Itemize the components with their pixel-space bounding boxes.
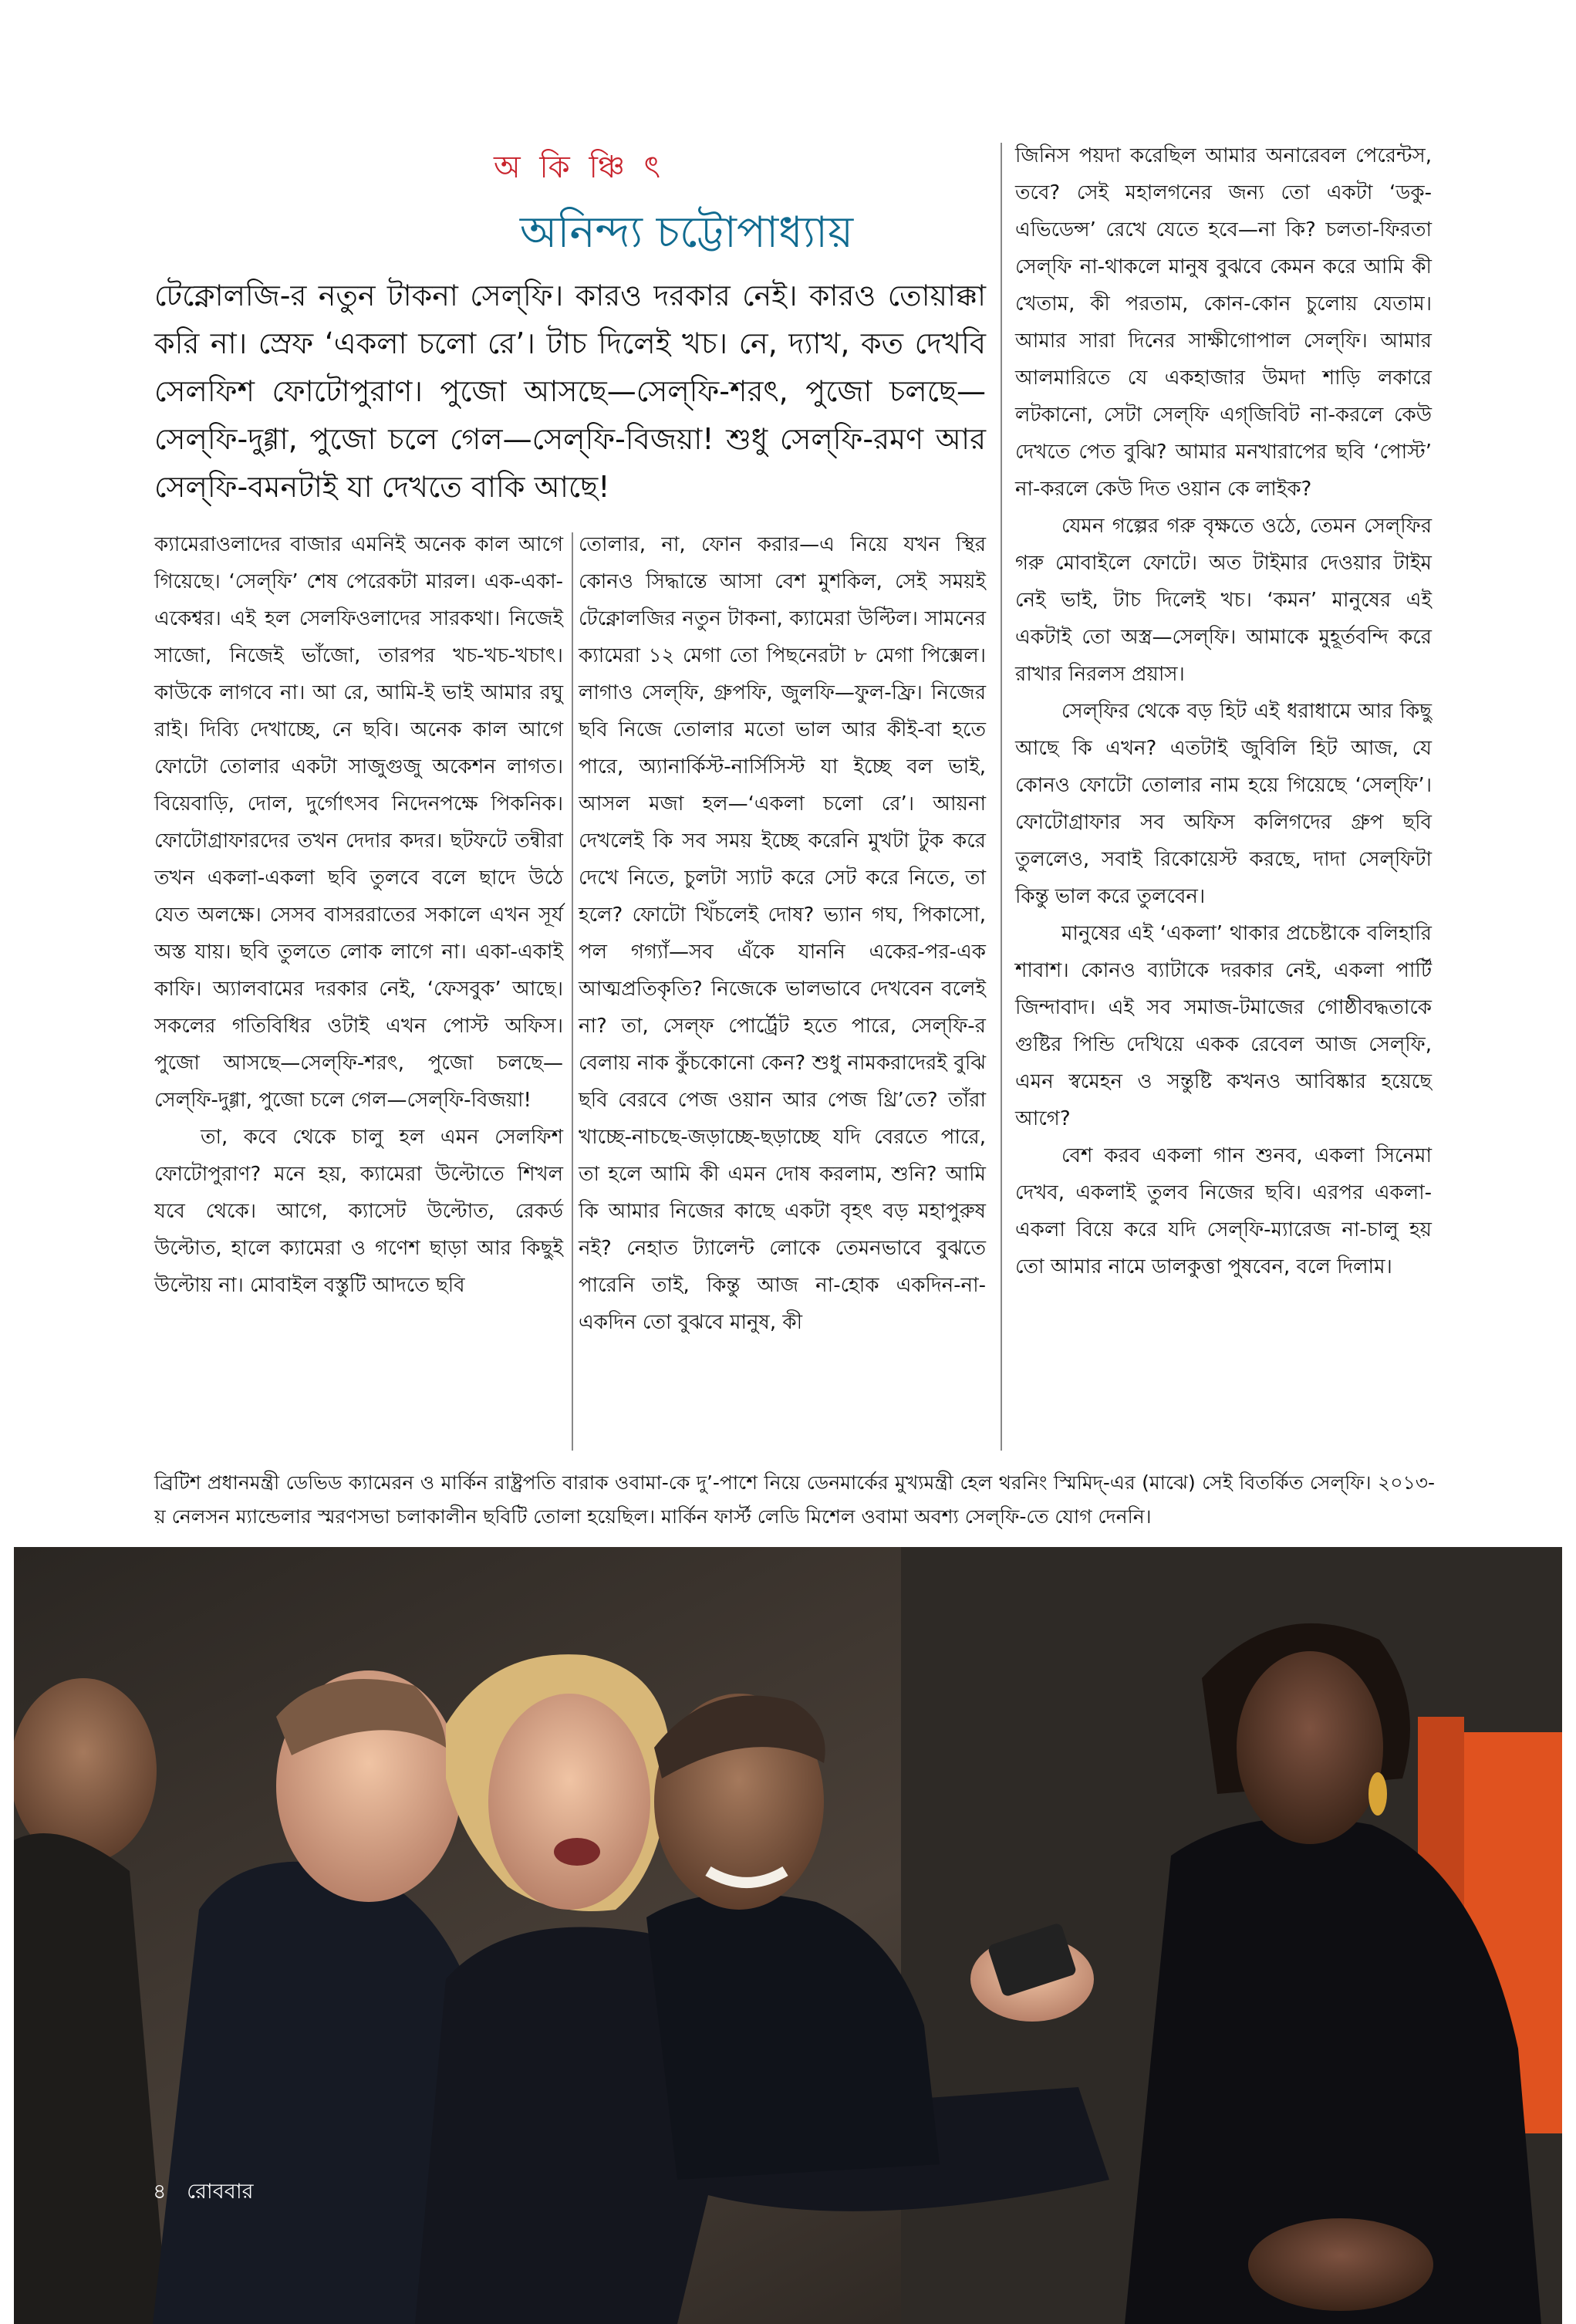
body-column-1 [154, 526, 563, 1304]
column-divider [1001, 143, 1002, 1451]
photo-caption: ব্রিটিশ প্রধানমন্ত্রী ডেভিড ক্যামেরন ও মার্কিন রাষ্ট্রপতি বারাক ওবামা-কে দু’-পাশে নিয়ে ডেনমার্কের মুখ্যমন্ত্রী হেল থরনিং স্মিমিদ্-এর (মাঝে) সেই বিতর্কিত সেল্‌ফি। ২০১৩-য় নেলসন ম্যান্ডেলার স্মরণসভা চলাকালীন ছবিটি তোলা হয়েছিল। মার্কিন ফার্স্ট লেডি মিশেল ওবামা অবশ্য সেল্‌ফি-তে যোগ দেননি। [154, 1471, 1435, 1528]
paragraph: জিনিস পয়দা করেছিল আমার অনারেবল পেরেন্টস, তবে? সেই মহালগনের জন্য তো একটা ‘ডকু-এভিডেন্স’ রেখে যেতে হবে—না কি? চলতা-ফিরতা সেল্‌ফি না-থাকলে মানুষ বুঝবে কেমন করে আমি কী খেতাম, কী পরতাম, কোন-কোন চুলোয় যেতাম। আমার সারা দিনের সাক্ষীগোপাল সেল্‌ফি। আমার আলমারিতে যে একহাজার উমদা শাড়ি লকারে লটকানো, সেটা সেল্‌ফি এগ্‌জিবিট না-করলে কেউ দেখতে পেত বুঝি? আমার মনখারাপের ছবি ‘পোস্ট’ না-করলে কেউ দিত ওয়ান কে লাইক? [1015, 144, 1432, 501]
paragraph: মানুষের এই ‘একলা’ থাকার প্রচেষ্টাকে বলিহারি শাবাশ। কোনও ব্যাটাকে দরকার নেই, একলা পার্টি জিন্দাবাদ। এই সব সমাজ-টমাজের গোষ্ঠীবদ্ধতাকে গুষ্টির পিন্ডি দেখিয়ে একক রেবেল আজ সেল্‌ফি, এমন স্বমেহন ও সন্তুষ্টি কখনও আবিষ্কার হয়েছে আগে? [1015, 922, 1432, 1130]
body-column-3 [1015, 137, 1432, 1285]
magazine-name: রোববার [187, 2180, 254, 2204]
author-byline: অনিন্দ্য চট্টোপাধ্যায় [519, 208, 854, 258]
column-divider [572, 532, 573, 1451]
paragraph: তা, কবে থেকে চালু হল এমন সেলফিশ ফোটোপুরাণ? মনে হয়, ক্যামেরা উল্টোতে শিখল যবে থেকে। আগে, ক্যাসেট উল্টোত, রেকর্ড উল্টোত, হালে ক্যামেরা ও গণেশ ছাড়া আর কিছুই উল্টোয় না। মোবাইল বস্তুটি আদতে ছবি [154, 1126, 563, 1297]
page-number: ৪ [153, 2180, 167, 2204]
paragraph: ক্যামেরাওলাদের বাজার এমনিই অনেক কাল আগে গিয়েছে। ‘সেল্‌ফি’ শেষ পেরেকটা মারল। এক-একা-একেশ্বর। এই হল সেলফিওলাদের সারকথা। নিজেই সাজো, নিজেই ভাঁজো, তারপর খচ-খচ-খচাৎ। কাউকে লাগবে না। আ রে, আমি-ই ভাই আমার রঘু রাই। দিব্যি দেখাচ্ছে, নে ছবি। অনেক কাল আগে ফোটো তোলার একটা সাজুগুজু অকেশন লাগত। বিয়েবাড়ি, দোল, দুর্গোৎসব নিদেনপক্ষে পিকনিক। ফোটোগ্রাফারদের তখন দেদার কদর। ছটফটে তন্বীরা তখন একলা-একলা ছবি তুলবে বলে ছাদে উঠে যেত অলক্ষে। সেসব বাসররাতের সকালে এখন সূর্য অস্ত যায়। ছবি তুলতে লোক লাগে না। একা-একাই কাফি। অ্যালবামের দরকার নেই, ‘ফেসবুক’ আছে। সকলের গতিবিধির ওটাই এখন পোস্ট অফিস। পুজো আসছে—সেল্‌ফি-শরৎ, পুজো চলছে—সেল্‌ফি-দুগ্গা, পুজো চলে গেল—সেল্‌ফি-বিজয়া! [154, 533, 563, 1112]
paragraph: তোলার, না, ফোন করার—এ নিয়ে যখন স্থির কোনও সিদ্ধান্তে আসা বেশ মুশকিল, সেই সময়ই টেক্নোলজির নতুন টাকনা, ক্যামেরা উল্টিল। সামনের ক্যামেরা ১২ মেগা তো পিছনেরটা ৮ মেগা পিক্সেল। লাগাও সেল্‌ফি, গ্রুপফি, জুলফি—ফুল-ফ্রি। নিজের ছবি নিজে তোলার মতো ভাল আর কীই-বা হতে পারে, অ্যানার্কিস্ট-নার্সিসিস্ট যা ইচ্ছে বল ভাই, আসল মজা হল—‘একলা চলো রে’। আয়না দেখলেই কি সব সময় ইচ্ছে করেনি মুখটা টুক করে দেখে নিতে, চুলটা স্যাট করে সেট করে নিতে, তা হলে? ফোটো খিঁচলেই দোষ? ভ্যান গঘ, পিকাসো, পল গগ্যাঁ—সব এঁকে যাননি একের-পর-এক আত্মপ্রতিকৃতি? নিজেকে ভালভাবে দেখবেন বলেই না? তা, সেল্‌ফ পোর্ট্রেট হতে পারে, সেল্‌ফি-র বেলায় নাক কুঁচকোনো কেন? শুধু নামকরাদেরই বুঝি ছবি বেরবে পেজ ওয়ান আর পেজ থ্রি’তে? তাঁরা খাচ্ছে-নাচছে-জড়াচ্ছে-ছড়াচ্ছে যদি বেরতে পারে, তা হলে আমি কী এমন দোষ করলাম, শুনি? আমি কি আমার নিজের কাছে একটা বৃহৎ বড় মহাপুরুষ নই? নেহাত ট্যালেন্ট লোকে তেমনভাবে বুঝতে পারেনি তাই, কিন্তু আজ না-হোক একদিন-না-একদিন তো বুঝবে মানুষ, কী [579, 533, 986, 1334]
paragraph: বেশ করব একলা গান শুনব, একলা সিনেমা দেখব, একলাই তুলব নিজের ছবি। এরপর একলা-একলা বিয়ে করে যদি সেল্‌ফি-ম্যারেজ না-চালু হয় তো আমার নামে ডালকুত্তা পুষবেন, বলে দিলাম। [1015, 1144, 1432, 1279]
section-kicker: অ কি ঞ্চি ৎ [494, 150, 665, 185]
paragraph: যেমন গল্পের গরু বৃক্ষতে ওঠে, তেমন সেল্‌ফির গরু মোবাইলে ফোটে। অত টাইমার দেওয়ার টাইম নেই ভাই, টাচ দিলেই খচ। ‘কমন’ মানুষের এই একটাই তো অস্ত্র—সেল্‌ফি। আমাকে মুহূর্তবন্দি করে রাখার নিরলস প্রয়াস। [1015, 515, 1432, 686]
intro-paragraph: টেক্নোলজি-র নতুন টাকনা সেল্‌ফি। কারও দরকার নেই। কারও তোয়াক্কা করি না। স্রেফ ‘একলা চলো রে’। টাচ দিলেই খচ। নে, দ্যাখ, কত দেখবি সেলফিশ ফোটোপুরাণ। পুজো আসছে—সেল্‌ফি-শরৎ, পুজো চলছে—সেল্‌ফি-দুগ্গা, পুজো চলে গেল—সেল্‌ফি-বিজয়া! শুধু সেল্‌ফি-রমণ আর সেল্‌ফি-বমনটাই যা দেখতে বাকি আছে! [154, 279, 986, 504]
page-footer [153, 2176, 268, 2211]
body-column-2 [579, 526, 986, 1341]
paragraph: সেল্‌ফির থেকে বড় হিট এই ধরাধামে আর কিছু আছে কি এখন? এতটাই জুবিলি হিট আজ, যে কোনও ফোটো তোলার নাম হয়ে গিয়েছে ‘সেল্‌ফি’। ফোটোগ্রাফার সব অফিস কলিগদের গ্রুপ ছবি তুললেও, সবাই রিকোয়েস্ট করছে, দাদা সেল্‌ফিটা কিন্তু ভাল করে তুলবেন। [1015, 700, 1432, 908]
